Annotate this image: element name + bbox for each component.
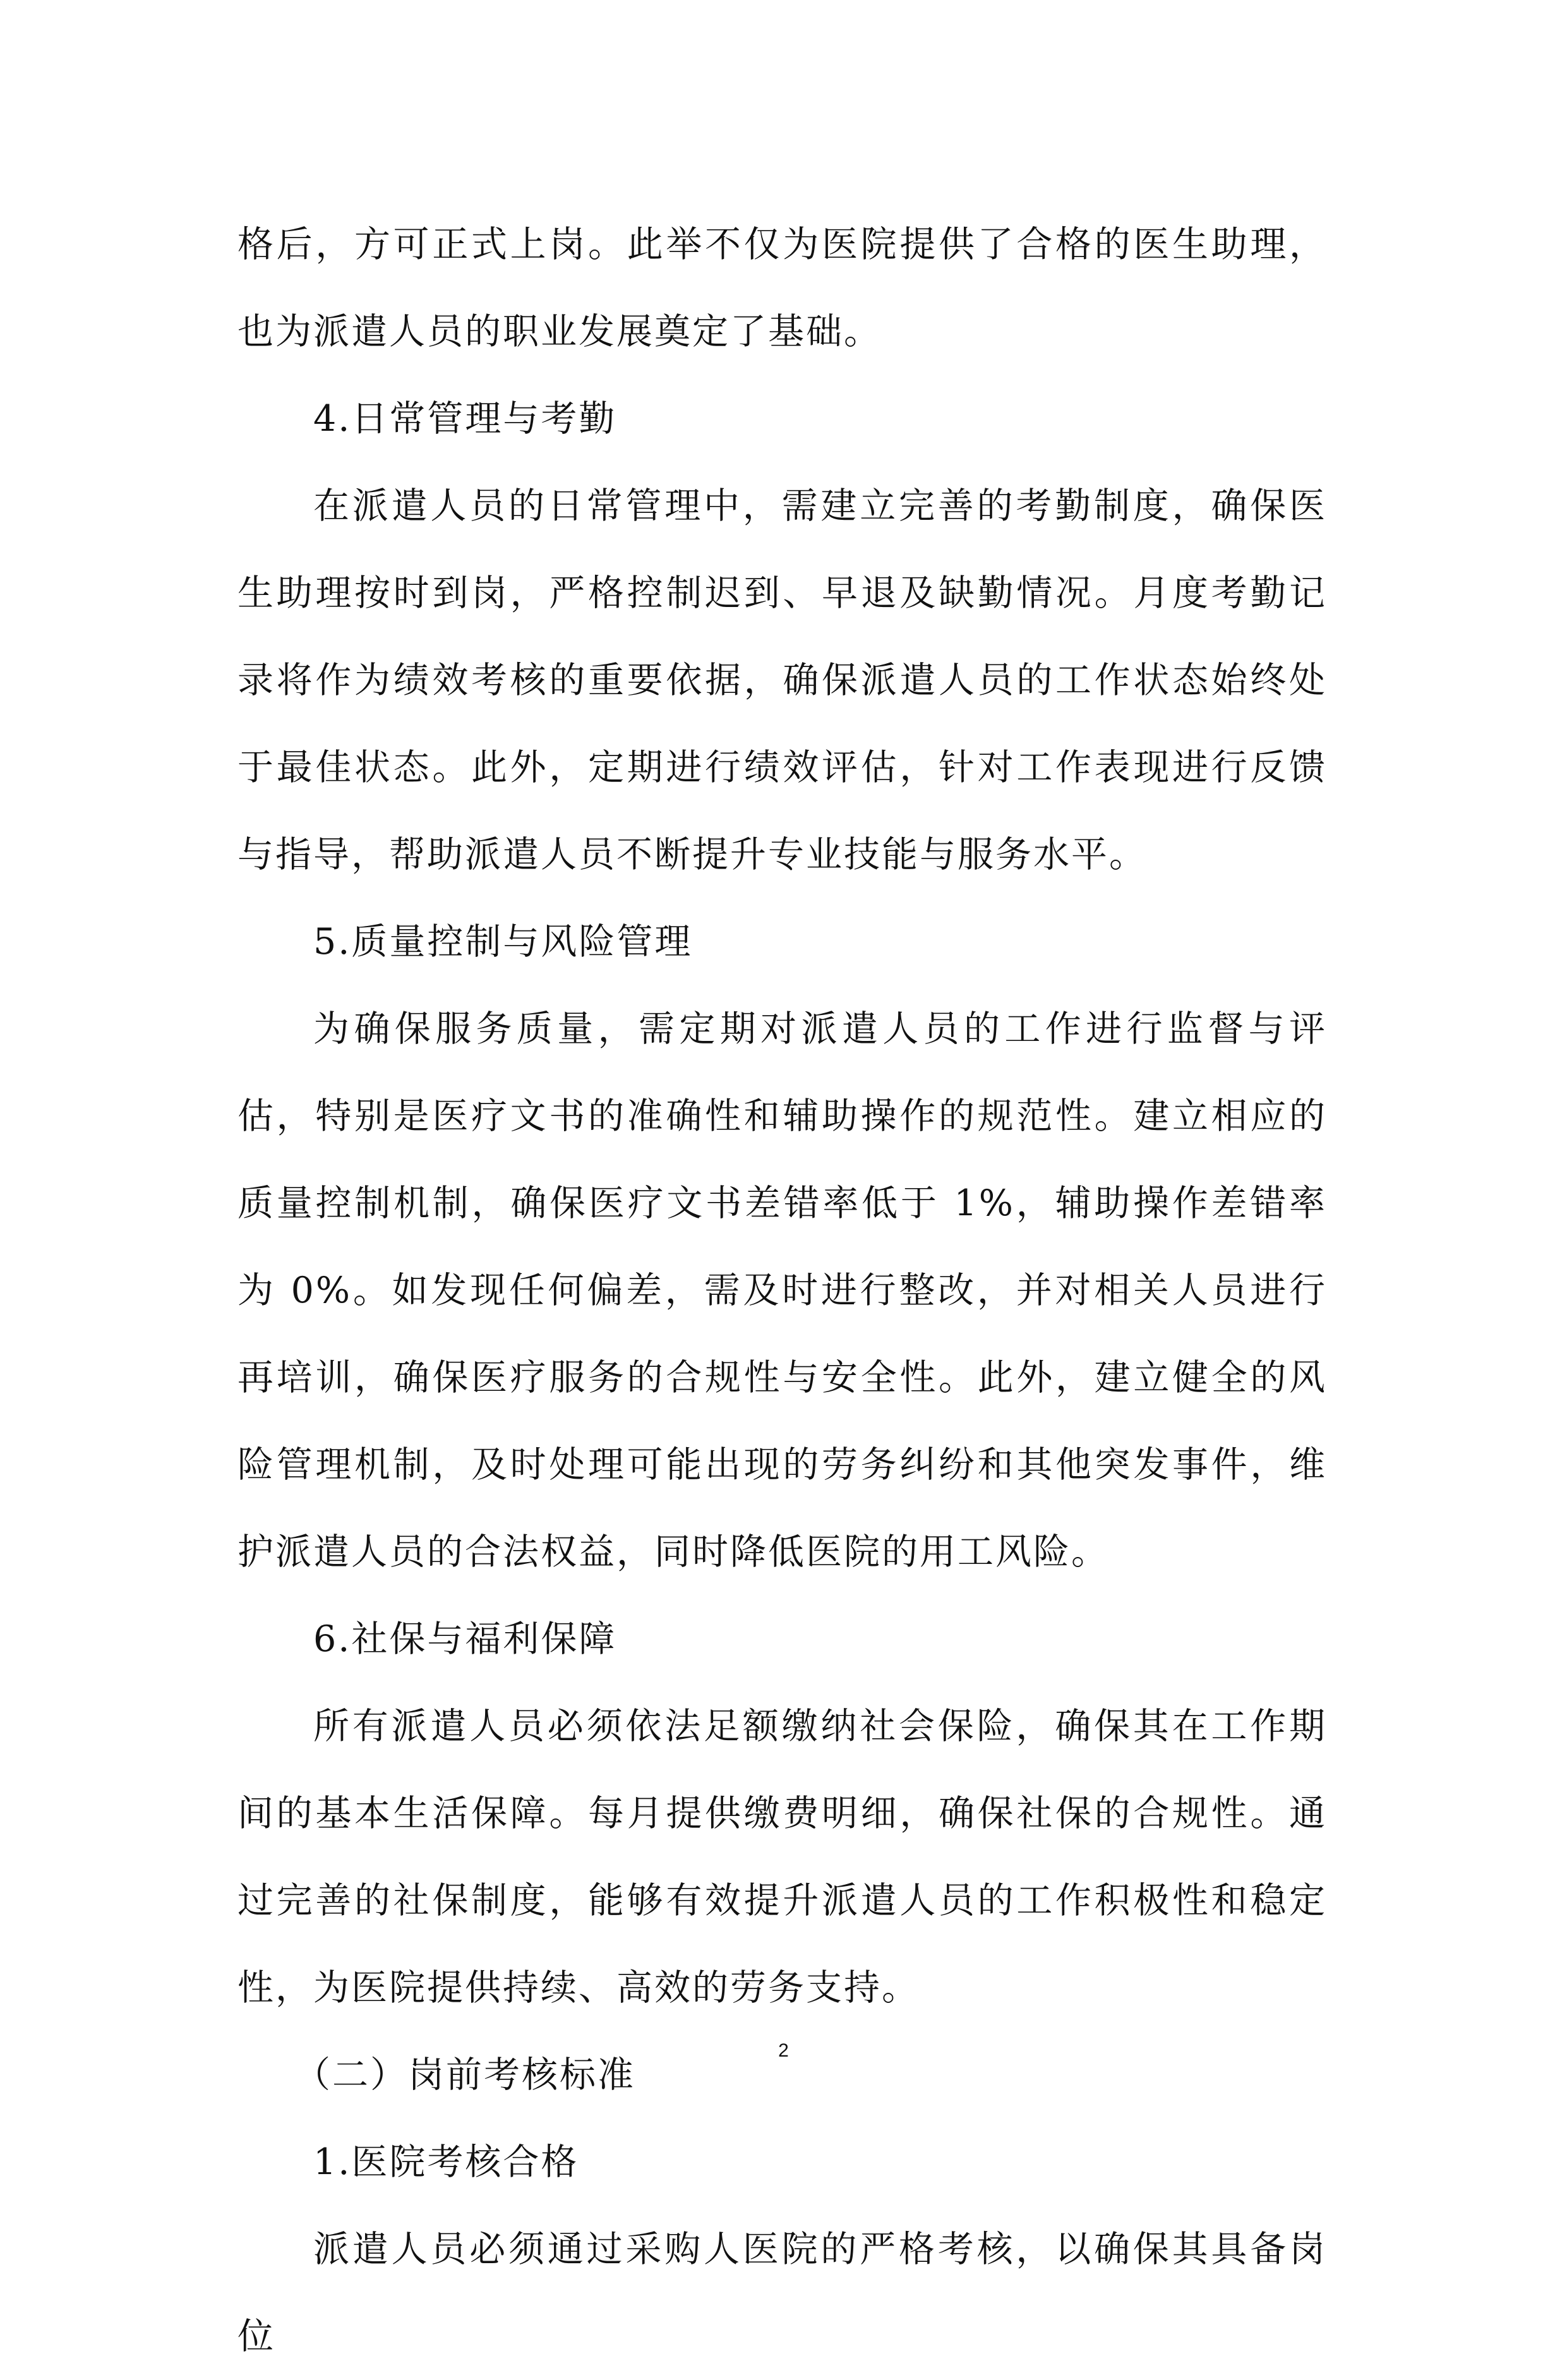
paragraph-training-conclusion: 格后，方可正式上岗。此举不仅为医院提供了合格的医生助理，也为派遣人员的职业发展奠定了基础。	[237, 224, 1327, 352]
paragraph-attendance: 在派遣人员的日常管理中，需建立完善的考勤制度，确保医生助理按时到岗，严格控制迟到、早退及缺勤情况。月度考勤记录将作为绩效考核的重要依据，确保派遣人员的工作状态始终处于最佳状态。此外，定期进行绩效评估，针对工作表现进行反馈与指导，帮助派遣人员不断提升专业技能与服务水平。	[237, 485, 1327, 875]
paragraph-hospital-assessment: 派遣人员必须通过采购人医院的严格考核，以确保其具备岗位	[237, 2228, 1327, 2357]
heading-hospital-assessment: 1.医院考核合格	[313, 2141, 579, 2183]
section-heading-pre-job-assessment: （二）岗前考核标准	[294, 2054, 635, 2096]
heading-quality-control: 5.质量控制与风险管理	[313, 921, 693, 963]
heading-daily-management: 4.日常管理与考勤	[313, 398, 617, 440]
paragraph-quality-risk: 为确保服务质量，需定期对派遣人员的工作进行监督与评估，特别是医疗文书的准确性和辅助操作的规范性。建立相应的质量控制机制，确保医疗文书差错率低于 1%，辅助操作差错率为 0%。如发现任何偏差，需及时进行整改，并对相关人员进行再培训，确保医疗服务的合规性与安全性。此外，建立健全的风险管理机制，及时处理可能出现的劳务纠纷和其他突发事件，维护派遣人员的合法权益，同时降低医院的用工风险。	[237, 1008, 1327, 1573]
page-number: 2	[778, 2040, 789, 2061]
heading-social-security: 6.社保与福利保障	[313, 1618, 617, 1660]
paragraph-social-security: 所有派遣人员必须依法足额缴纳社会保险，确保其在工作期间的基本生活保障。每月提供缴费明细，确保社保的合规性。通过完善的社保制度，能够有效提升派遣人员的工作积极性和稳定性，为医院提供持续、高效的劳务支持。	[237, 1705, 1327, 2009]
